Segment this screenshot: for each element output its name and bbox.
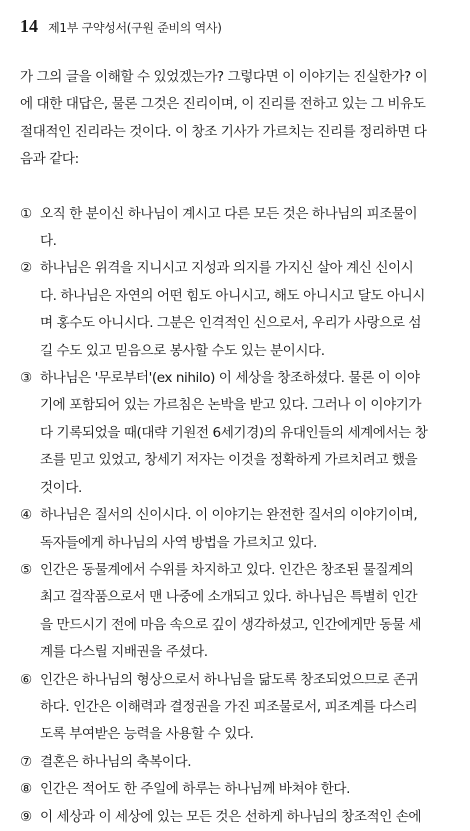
item-number: ②	[20, 260, 32, 277]
item-line: 하나님은 '무로부터'(ex nihilo) 이 세상을 창조하셨다. 물론 이 이야	[40, 370, 420, 387]
intro-line: 에 대한 대답은, 물론 그것은 진리이며, 이 진리를 전하고 있는 그 비유도	[20, 96, 426, 113]
intro-line: 음과 같다:	[20, 151, 79, 168]
item-number: ⑥	[20, 671, 32, 688]
item-text	[40, 502, 454, 557]
list-item	[20, 667, 454, 749]
item-text	[40, 201, 454, 256]
intro-paragraph	[20, 64, 454, 174]
item-number: ④	[20, 507, 32, 524]
item-number: ⑨	[20, 808, 32, 825]
item-text	[40, 557, 454, 667]
item-number: ③	[20, 370, 32, 387]
item-line: 하나님은 위격을 지니시고 지성과 의지를 가지신 살아 계신 신이시	[40, 260, 414, 277]
page-number: 14	[20, 16, 38, 36]
list-item	[20, 201, 454, 256]
item-line: 하나님은 질서의 신이시다. 이 이야기는 완전한 질서의 이야기이며,	[40, 507, 418, 524]
list-item	[20, 502, 454, 557]
page-body	[20, 64, 454, 831]
item-line: 다 기록되었을 때(대략 기원전 6세기경)의 유대인들의 세계에서는 창	[40, 424, 428, 441]
item-line: 결혼은 하나님의 축복이다.	[40, 753, 192, 770]
item-number: ⑤	[20, 561, 32, 578]
item-text	[40, 255, 454, 365]
item-line: 계를 다스릴 지배권을 주셨다.	[40, 644, 208, 661]
item-line: 며 홍수도 아니시다. 그분은 인격적인 신으로서, 우리가 사랑으로 섬	[40, 315, 422, 332]
item-line: 다. 하나님은 자연의 어떤 힘도 아니시고, 해도 아니시고 달도 아니시	[40, 287, 425, 304]
list-item	[20, 255, 454, 365]
list-item	[20, 557, 454, 667]
item-line: 오직 한 분이신 하나님이 계시고 다른 모든 것은 하나님의 피조물이	[40, 205, 418, 222]
item-line: 인간은 하나님의 형상으로서 하나님을 닮도록 창조되었으므로 존귀	[40, 671, 419, 688]
item-text	[40, 365, 454, 502]
running-title: 제1부 구약성서(구원 준비의 역사)	[48, 21, 222, 35]
item-line: 다.	[40, 233, 57, 250]
list-item	[20, 776, 454, 803]
item-text	[40, 667, 454, 749]
item-text	[40, 749, 454, 776]
item-text	[40, 776, 454, 803]
item-line: 최고 걸작품으로서 맨 나중에 소개되고 있다. 하나님은 특별히 인간	[40, 589, 418, 606]
item-number: ①	[20, 205, 32, 222]
list-item	[20, 749, 454, 776]
running-header	[20, 16, 222, 37]
item-line: 길 수도 있고 믿음으로 봉사할 수도 있는 분이시다.	[40, 342, 325, 359]
item-line: 이 세상과 이 세상에 있는 모든 것은 선하게 하나님의 창조적인 손에	[40, 808, 422, 825]
item-line: 기에 포함되어 있는 가르침은 논박을 받고 있다. 그러나 이 이야기가	[40, 397, 422, 414]
item-line: 조를 믿고 있었고, 창세기 저자는 이것을 정확하게 가르치려고 했을	[40, 452, 418, 469]
item-line: 독자들에게 하나님의 사역 방법을 가르치고 있다.	[40, 534, 317, 551]
item-line: 인간은 동물계에서 수위를 차지하고 있다. 인간은 창조된 물질계의	[40, 561, 414, 578]
truth-list	[20, 201, 454, 831]
item-number: ⑧	[20, 781, 32, 798]
intro-line: 절대적인 진리라는 것이다. 이 창조 기사가 가르치는 진리를 정리하면 다	[20, 123, 427, 140]
item-line: 하다. 인간은 이해력과 결정권을 가진 피조물로서, 피조계를 다스리	[40, 698, 418, 715]
item-line: 것이다.	[40, 479, 82, 496]
list-item	[20, 804, 454, 831]
intro-line: 가 그의 글을 이해할 수 있었겠는가? 그렇다면 이 이야기는 진실한가? 이	[20, 69, 428, 85]
item-line: 도록 부여받은 능력을 사용할 수 있다.	[40, 726, 254, 743]
item-line: 인간은 적어도 한 주일에 하루는 하나님께 바쳐야 한다.	[40, 781, 350, 798]
item-number: ⑦	[20, 753, 32, 770]
list-item	[20, 365, 454, 502]
item-line: 을 만드시기 전에 마음 속으로 깊이 생각하셨고, 인간에게만 동물 세	[40, 616, 422, 633]
item-text	[40, 804, 454, 831]
